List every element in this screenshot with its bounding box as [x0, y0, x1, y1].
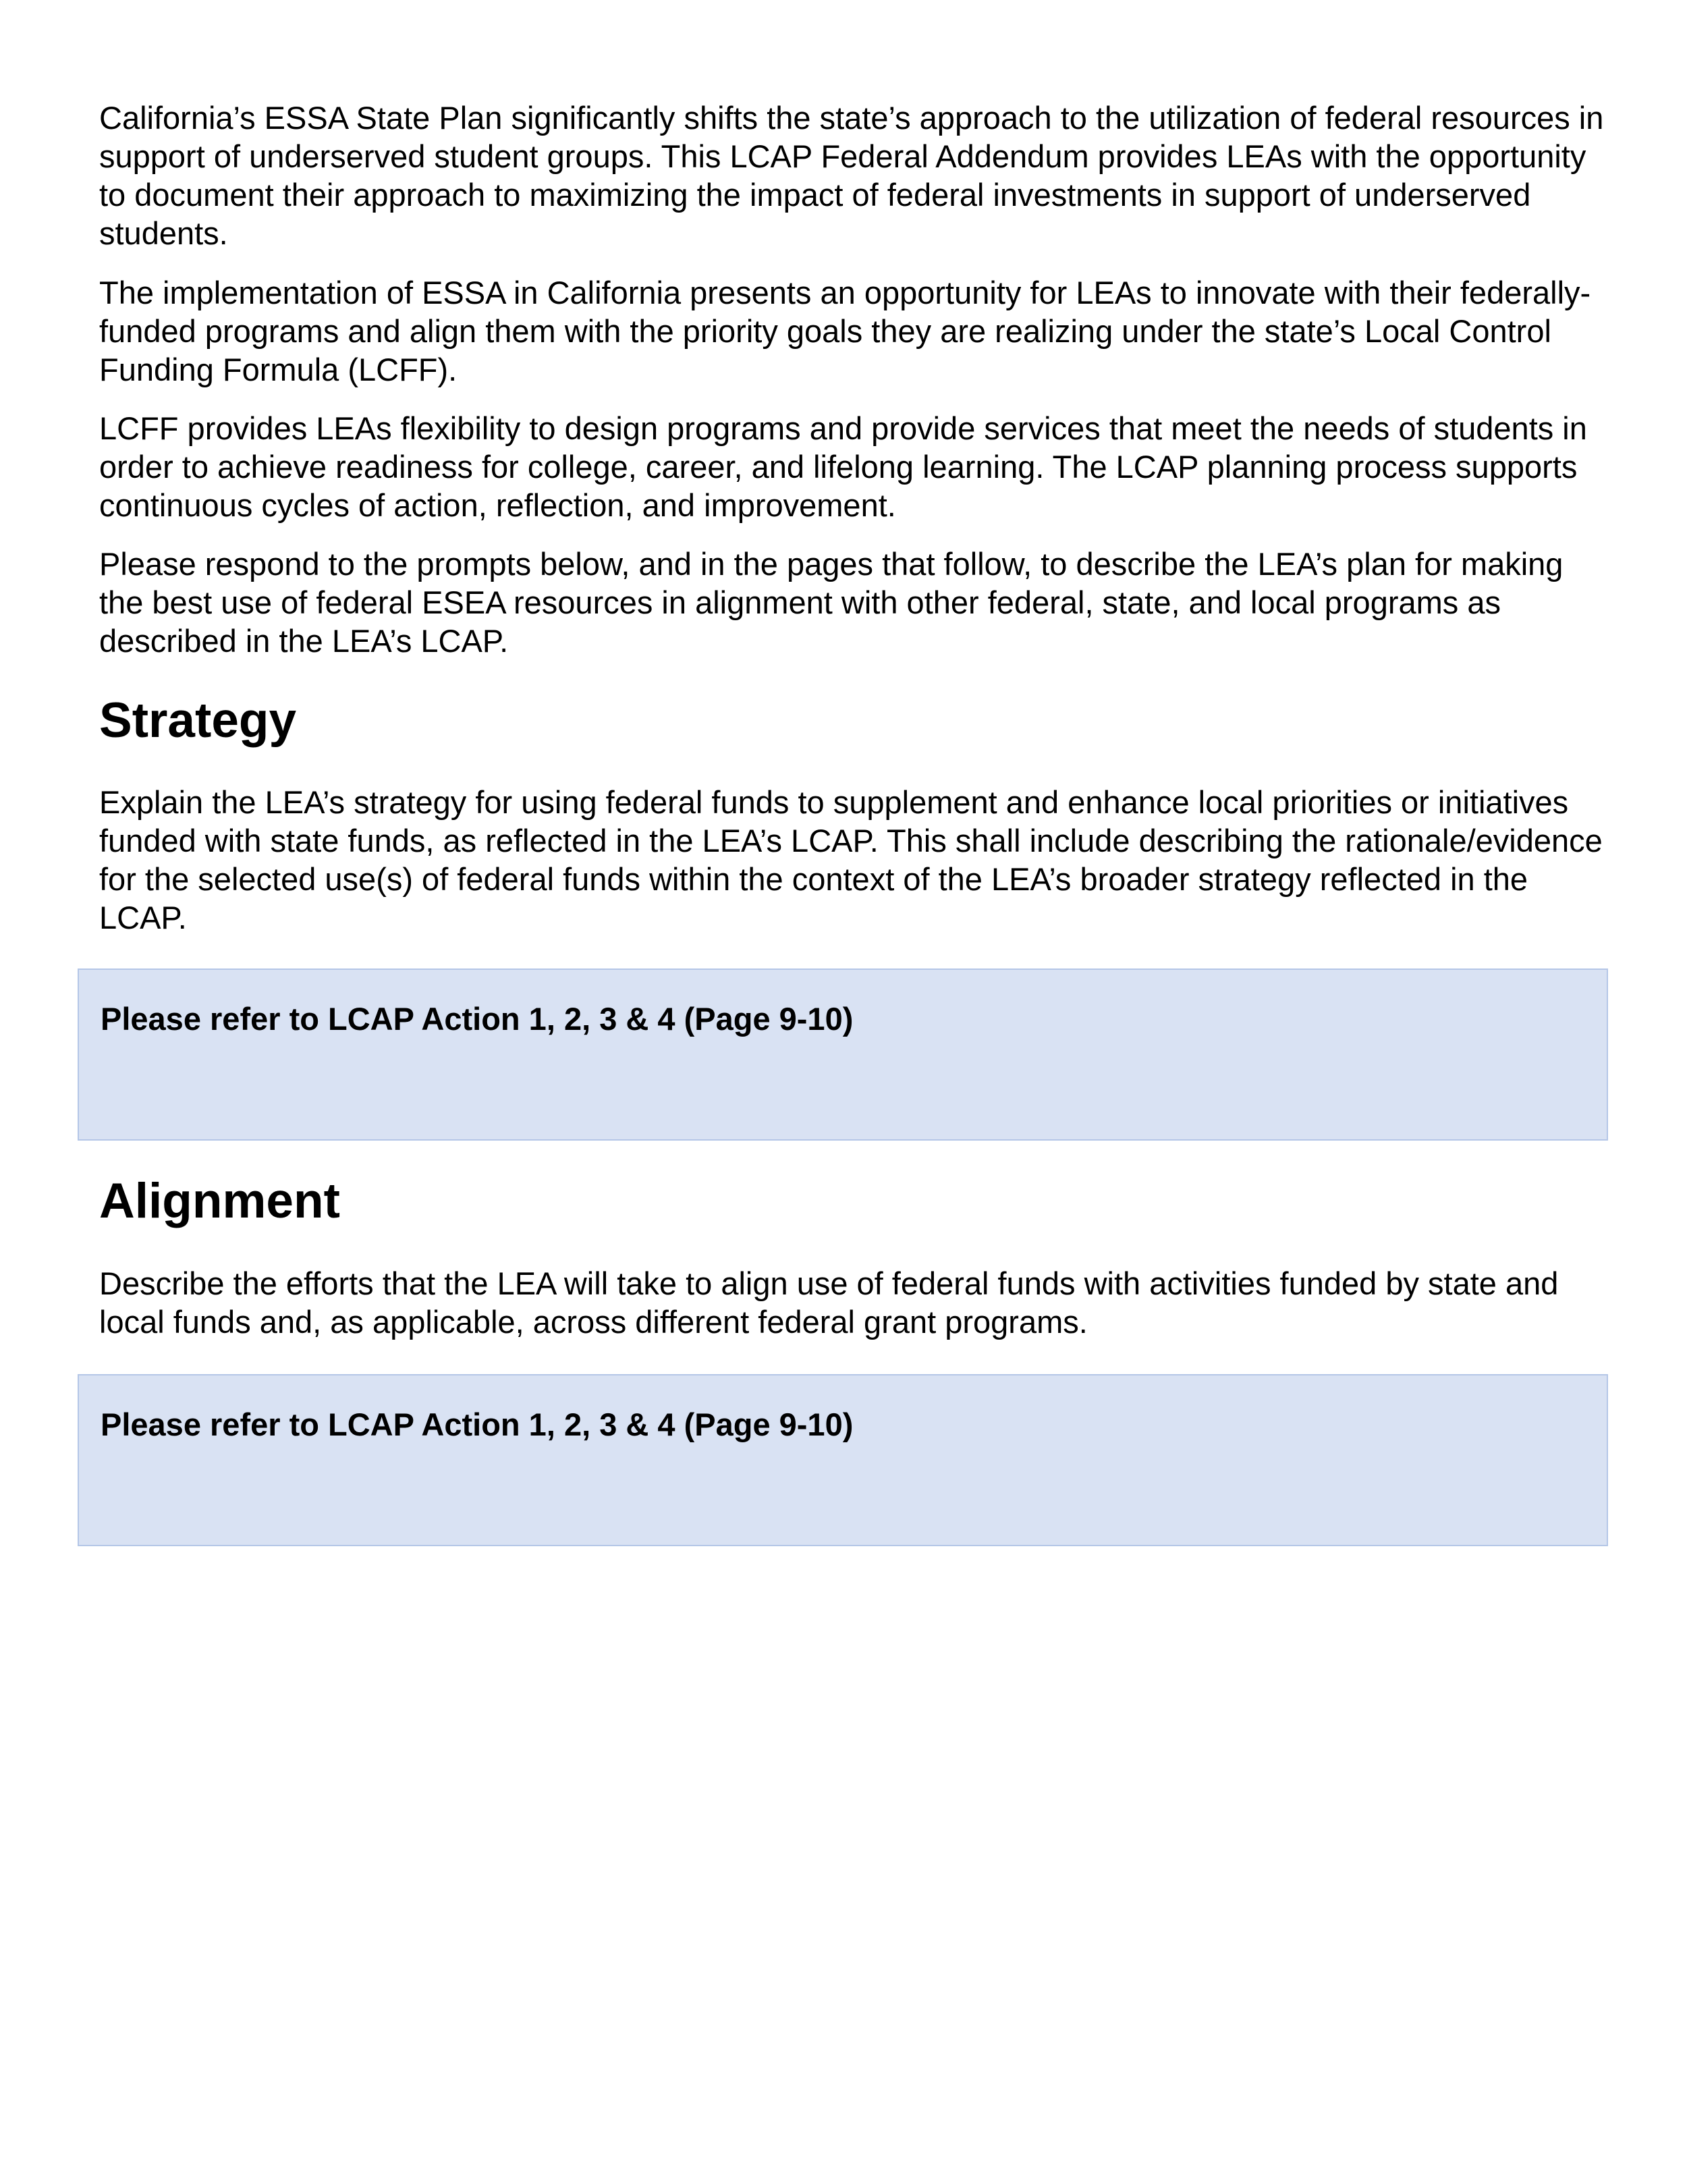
strategy-response-text: Please refer to LCAP Action 1, 2, 3 & 4 (Page 9-10) [101, 1001, 854, 1037]
alignment-response-field[interactable] [78, 1374, 1608, 1546]
alignment-prompt: Describe the efforts that the LEA will take to align use of federal funds with activities funded by state and local funds and, as applicable, across different federal grant programs. [99, 1265, 1559, 1340]
alignment-heading: Alignment [99, 1174, 340, 1228]
intro-paragraph-3: LCFF provides LEAs flexibility to design programs and provide services that meet the needs of students in order to achieve readiness for college, career, and lifelong learning. The LCAP planning process supports continuous cycles of action, reflection, and improvement. [99, 410, 1587, 523]
strategy-heading: Strategy [99, 693, 297, 748]
strategy-prompt: Explain the LEA’s strategy for using federal funds to supplement and enhance local priorities or initiatives funded with state funds, as reflected in the LEA’s LCAP. This shall include describing the rationale/evidence for the selected use(s) of federal funds within the context of the LEA’s broader strategy reflected in the LCAP. [99, 784, 1603, 935]
intro-paragraph-1: California’s ESSA State Plan significantly shifts the state’s approach to the utilization of federal resources in support of underserved student groups. This LCAP Federal Addendum provides LEAs with the opportunity to document their approach to maximizing the impact of federal investments in support of underserved students. [99, 100, 1604, 251]
strategy-response-field[interactable] [78, 968, 1608, 1141]
alignment-response-text: Please refer to LCAP Action 1, 2, 3 & 4 (Page 9-10) [101, 1407, 854, 1442]
intro-paragraph-4: Please respond to the prompts below, and in the pages that follow, to describe the LEA’s plan for making the best use of federal ESEA resources in alignment with other federal, state, and local programs as described in the LEA’s LCAP. [99, 546, 1564, 659]
intro-paragraph-2: The implementation of ESSA in California presents an opportunity for LEAs to innovate with their federally-funded programs and align them with the priority goals they are realizing under the state’s Local Control Funding Formula (LCFF). [99, 275, 1591, 387]
